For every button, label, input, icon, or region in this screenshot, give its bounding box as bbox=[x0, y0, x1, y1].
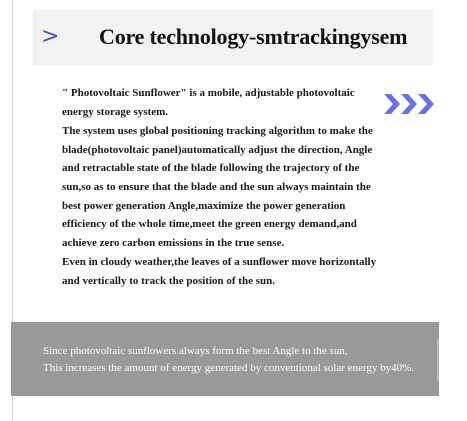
triple-chevron-right-icon bbox=[384, 92, 440, 116]
intro-paragraph: " Photovoltaic Sunflower" is a mobile, adjustable photovoltaic energy storage system. bbox=[62, 87, 355, 118]
cloudy-weather-paragraph: Even in cloudy weather,the leaves of a sunflower move horizontally and vertically to track the position of the sun. bbox=[62, 256, 377, 287]
chevron-right-icon: > bbox=[41, 24, 60, 49]
banner-line-1: Since photovoltaic sunflowers always form the best Angle to the sun, bbox=[43, 345, 348, 357]
banner-text bbox=[43, 343, 414, 376]
banner-edge bbox=[437, 339, 439, 381]
system-paragraph: The system uses global positioning tracking algorithm to make the blade(photovoltaic panel)automatically adjust the direction, Angle and retractable state of the blade following the trajectory of the sun,so as to ensure that the blade and the sun always maintain the best power generation Angle,maximize the power generation efficiency of the whole time,meet the green energy demand,and achieve zero carbon emissions in the true sense. bbox=[62, 125, 373, 249]
chevron-right-icon bbox=[384, 94, 400, 114]
chevron-right-icon bbox=[418, 94, 434, 114]
description-text bbox=[62, 84, 382, 292]
chevron-right-icon bbox=[401, 94, 417, 114]
page-title: Core technology-smtrackingysem bbox=[99, 24, 408, 49]
banner-line-2: This increases the amount of energy generated by conventional solar energy by40%. bbox=[43, 361, 415, 374]
